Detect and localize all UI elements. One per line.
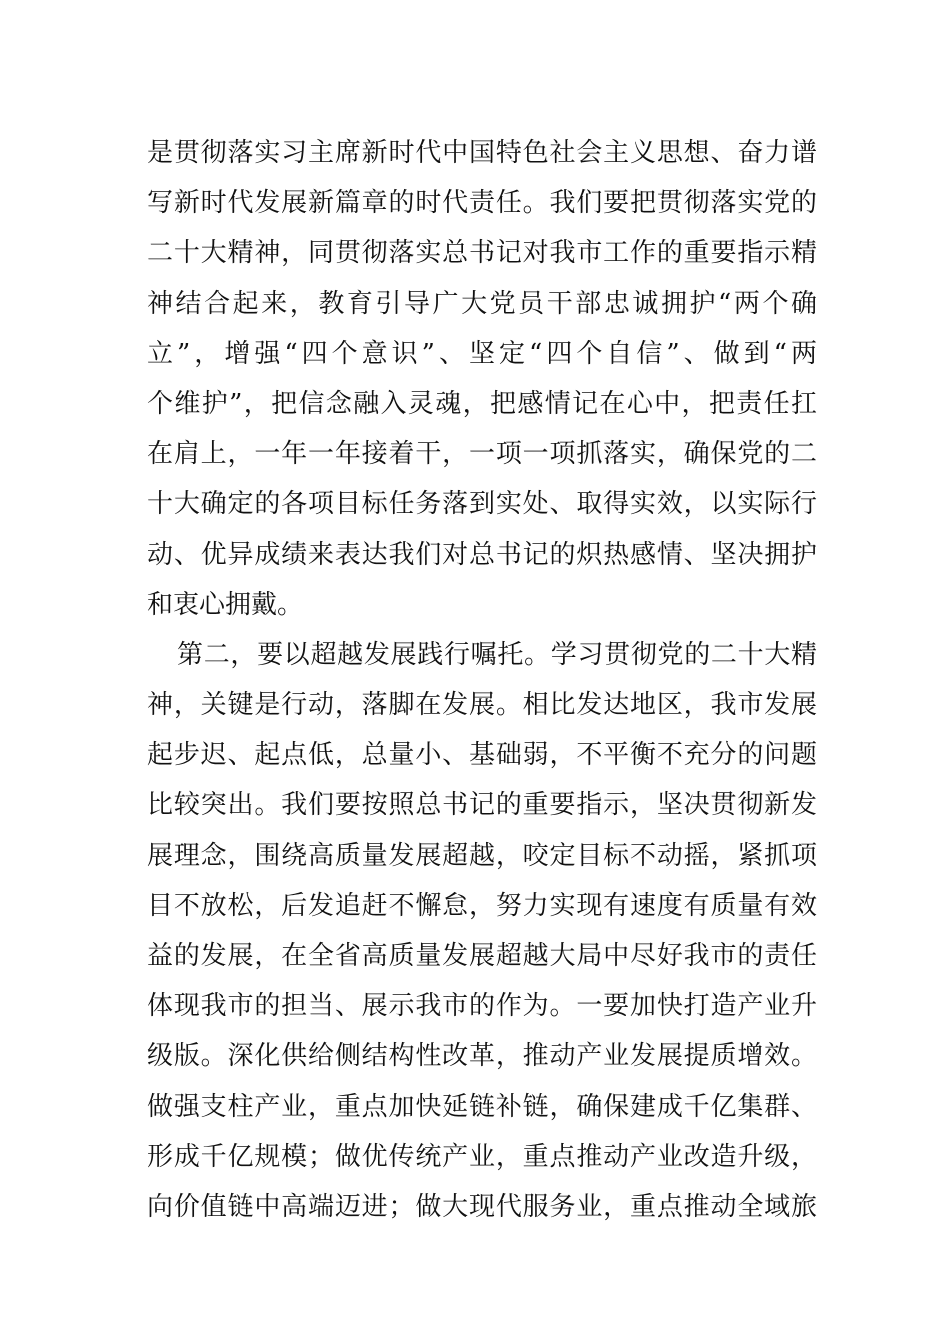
- text-line: 比较突出。我们要按照总书记的重要指示，坚决贯彻新发: [147, 790, 817, 821]
- text-line: 级版。深化供给侧结构性改革，推动产业发展提质增效。: [147, 1041, 817, 1072]
- text-line: 神结合起来，教育引导广大党员干部忠诚拥护“两个确: [147, 288, 817, 319]
- text-line: 做强支柱产业，重点加快延链补链，确保建成千亿集群、: [147, 1091, 817, 1122]
- text-line: 神，关键是行动，落脚在发展。相比发达地区，我市发展: [147, 690, 817, 721]
- text-line: 十大确定的各项目标任务落到实处、取得实效，以实际行: [147, 489, 817, 520]
- text-line: 目不放松，后发追赶不懈怠，努力实现有速度有质量有效: [147, 890, 817, 921]
- text-line: 动、优异成绩来表达我们对总书记的炽热感情、坚决拥护: [147, 539, 817, 570]
- text-line: 个维护”，把信念融入灵魂，把感情记在心中，把责任扛: [147, 388, 817, 419]
- paragraph-start-line: 第二，要以超越发展践行嘱托。学习贯彻党的二十大精: [177, 639, 817, 670]
- text-line: 起步迟、起点低，总量小、基础弱，不平衡不充分的问题: [147, 740, 817, 771]
- text-line: 是贯彻落实习主席新时代中国特色社会主义思想、奋力谱: [147, 138, 817, 168]
- text-line: 和衷心拥戴。: [147, 589, 304, 620]
- text-line: 写新时代发展新篇章的时代责任。我们要把贯彻落实党的: [147, 188, 817, 219]
- text-line: 立”，增强“四个意识”、坚定“四个自信”、做到“两: [147, 338, 817, 369]
- text-line: 展理念，围绕高质量发展超越，咬定目标不动摇，紧抓项: [147, 840, 817, 871]
- text-line: 在肩上，一年一年接着干，一项一项抓落实，确保党的二: [147, 439, 817, 470]
- text-line: 向价值链中高端迈进；做大现代服务业，重点推动全域旅: [147, 1191, 817, 1222]
- text-line: 益的发展，在全省高质量发展超越大局中尽好我市的责任: [147, 941, 817, 971]
- text-line: 体现我市的担当、展示我市的作为。一要加快打造产业升: [147, 991, 817, 1022]
- text-line: 形成千亿规模；做优传统产业，重点推动产业改造升级，: [147, 1141, 817, 1172]
- body-text: [147, 128, 817, 1232]
- text-line: 二十大精神，同贯彻落实总书记对我市工作的重要指示精: [147, 238, 817, 269]
